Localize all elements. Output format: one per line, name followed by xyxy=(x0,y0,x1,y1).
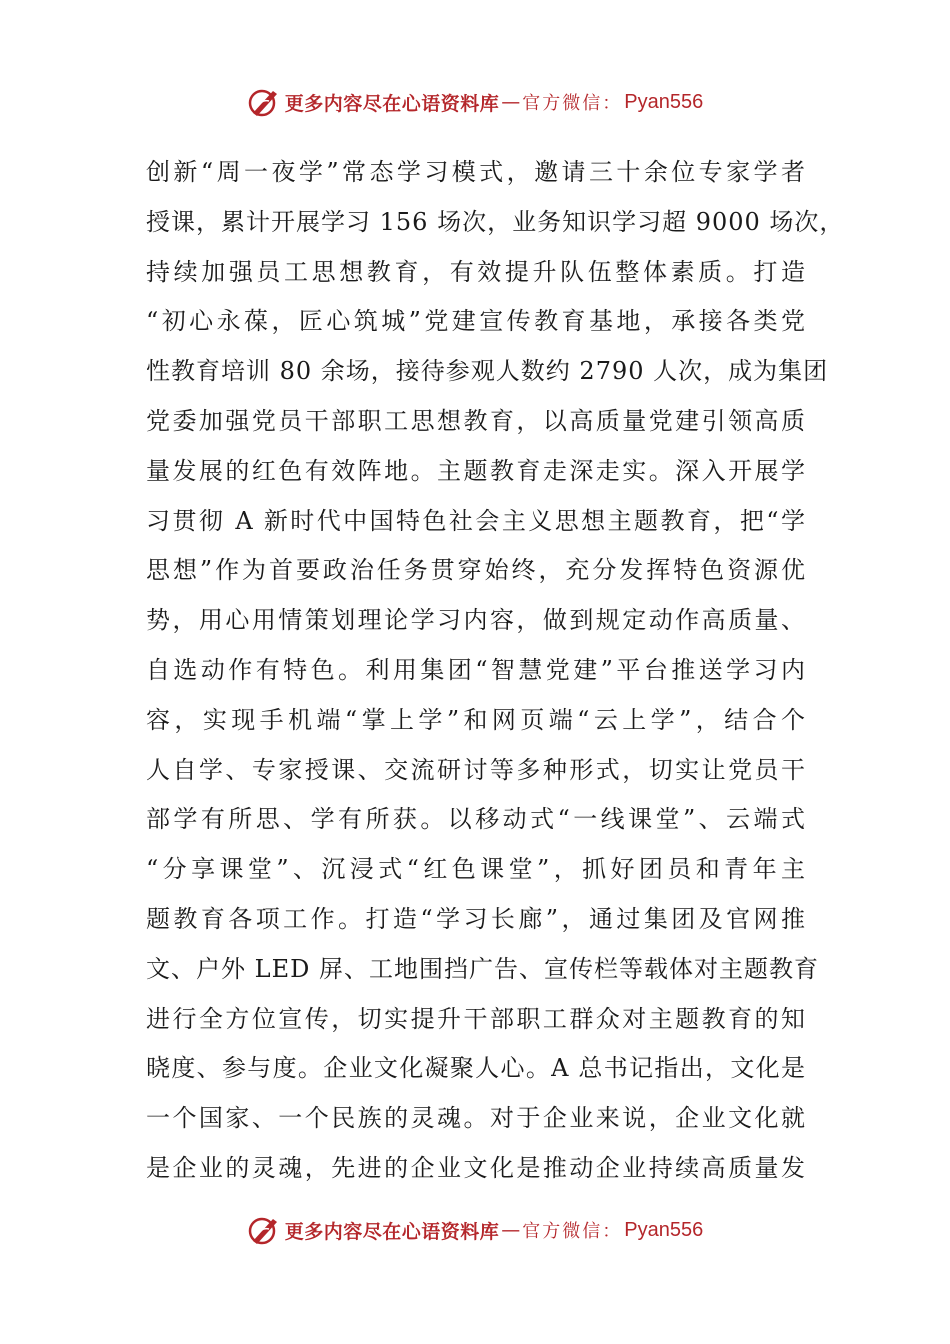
text-line: 自选动作有特色。利用集团“智慧党建”平台推送学习内 xyxy=(146,655,806,684)
text-line: 进行全方位宣传，切实提升干部职工群众对主题教育的知 xyxy=(146,1004,806,1033)
banner-dash: — xyxy=(501,1219,521,1241)
banner-official-label: 官方微信： xyxy=(522,1221,623,1242)
banner-official-label: 官方微信： xyxy=(522,93,623,114)
text-line: 授课，累计开展学习 156 场次，业务知识学习超 9000 场次， xyxy=(146,207,845,236)
text-line: “初心永葆，匠心筑城”党建宣传教育基地，承接各类党 xyxy=(146,307,806,336)
text-line: “分享课堂”、沉浸式“红色课堂”，抓好团员和青年主 xyxy=(146,855,806,884)
text-line: 文、户外 LED 屏、工地围挡广告、宣传栏等载体对主题教育 xyxy=(146,954,819,983)
banner-wechat-id: Pyan556 xyxy=(624,1218,704,1241)
banner-slogan: 更多内容尽在心语资料库 xyxy=(284,1220,500,1243)
text-line: 容，实现手机端“掌上学”和网页端“云上学”，结合个 xyxy=(146,705,806,734)
text-line: 党委加强党员干部职工思想教育，以高质量党建引领高质 xyxy=(146,406,806,435)
pen-logo-icon xyxy=(247,1213,281,1247)
text-line: 是企业的灵魂，先进的企业文化是推动企业持续高质量发 xyxy=(146,1153,806,1182)
header-banner xyxy=(0,80,950,124)
text-line: 一个国家、一个民族的灵魂。对于企业来说，企业文化就 xyxy=(146,1104,806,1133)
text-line: 习贯彻 A 新时代中国特色社会主义思想主题教育，把“学 xyxy=(146,506,806,535)
banner-dash: — xyxy=(501,91,521,113)
text-line: 题教育各项工作。打造“学习长廊”，通过集团及官网推 xyxy=(146,904,806,933)
text-line: 量发展的红色有效阵地。主题教育走深走实。深入开展学 xyxy=(146,456,806,485)
text-line: 势，用心用情策划理论学习内容，做到规定动作高质量、 xyxy=(146,606,806,635)
text-line: 思想”作为首要政治任务贯穿始终，充分发挥特色资源优 xyxy=(146,556,806,585)
footer-banner xyxy=(0,1208,950,1252)
text-line: 持续加强员工思想教育，有效提升队伍整体素质。打造 xyxy=(146,257,806,286)
document-body xyxy=(146,148,845,1194)
banner-wechat-id: Pyan556 xyxy=(624,90,704,113)
text-line: 人自学、专家授课、交流研讨等多种形式，切实让党员干 xyxy=(146,755,806,784)
text-line: 性教育培训 80 余场，接待参观人数约 2790 人次，成为集团 xyxy=(146,357,829,386)
text-line: 晓度、参与度。企业文化凝聚人心。A 总书记指出，文化是 xyxy=(146,1054,806,1083)
pen-logo-icon xyxy=(247,85,281,119)
text-line: 创新“周一夜学”常态学习模式，邀请三十余位专家学者 xyxy=(146,158,806,186)
banner-slogan: 更多内容尽在心语资料库 xyxy=(284,92,500,115)
text-line: 部学有所思、学有所获。以移动式“一线课堂”、云端式 xyxy=(146,805,806,834)
